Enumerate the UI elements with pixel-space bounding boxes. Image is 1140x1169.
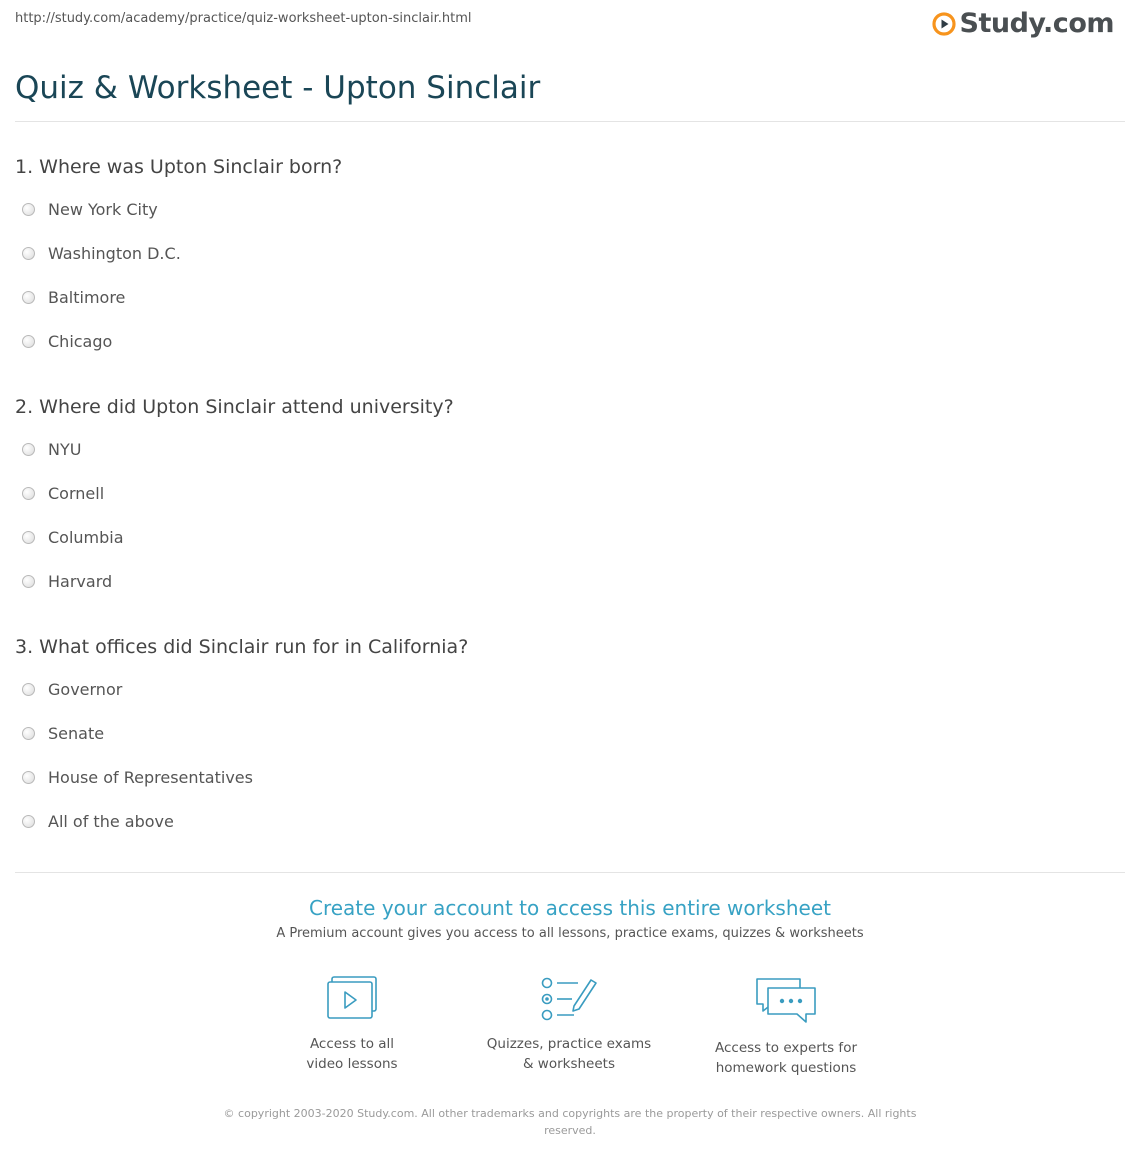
answer-option[interactable] [22,768,253,787]
question-1-heading: 1. Where was Upton Sinclair born? [15,156,343,178]
feature-label: Quizzes, practice exams & worksheets [486,1036,652,1072]
answer-option[interactable] [22,528,124,547]
cta-subtitle: A Premium account gives you access to all lessons, practice exams, quizzes & worksheets [276,926,864,941]
option-label: Harvard [48,572,113,591]
answer-option[interactable] [22,572,112,591]
radio-button[interactable] [22,683,35,696]
option-label: Columbia [48,528,124,547]
answer-option[interactable] [22,680,122,699]
radio-button[interactable] [22,203,35,216]
radio-button[interactable] [22,247,35,260]
radio-button[interactable] [22,443,35,456]
page-title: Quiz & Worksheet - Upton Sinclair [15,70,541,106]
question-2-heading: 2. Where did Upton Sinclair attend university? [15,396,454,418]
answer-option[interactable] [22,724,104,743]
answer-option[interactable] [22,440,81,459]
feature-label: Access to all video lessons [306,1036,398,1072]
option-label: Chicago [48,332,113,351]
feature-experts [696,976,876,1078]
quiz-checklist-icon [540,976,598,1022]
answer-option[interactable] [22,244,181,263]
answer-option[interactable] [22,812,174,831]
chat-bubbles-icon [754,976,818,1026]
radio-button[interactable] [22,531,35,544]
option-label: Cornell [48,484,105,503]
radio-button[interactable] [22,291,35,304]
question-3-heading: 3. What offices did Sinclair run for in California? [15,636,469,658]
radio-button[interactable] [22,771,35,784]
feature-label: Access to experts for homework questions [714,1040,857,1076]
quiz-divider [15,872,1125,873]
answer-option[interactable] [22,288,125,307]
answer-option[interactable] [22,332,112,351]
radio-button[interactable] [22,575,35,588]
title-divider [15,121,1125,122]
option-label: Baltimore [48,288,126,307]
radio-button[interactable] [22,815,35,828]
option-label: NYU [48,440,82,459]
logo-text: Study.com [959,8,1114,39]
option-label: Governor [48,680,123,699]
option-label: Washington D.C. [48,244,181,263]
copyright: © copyright 2003-2020 Study.com. All other trademarks and copyrights are the property of their respective owners. All rights reserved. [223,1107,917,1137]
study-logo-icon [932,12,956,36]
option-label: Senate [48,724,105,743]
video-lessons-icon [326,976,378,1022]
radio-button[interactable] [22,335,35,348]
option-label: House of Representatives [48,768,253,787]
feature-quizzes [479,976,659,1074]
page-url: http://study.com/academy/practice/quiz-worksheet-upton-sinclair.html [15,11,472,26]
create-account-link[interactable]: Create your account to access this entire worksheet [309,896,831,920]
option-label: All of the above [48,812,174,831]
study-logo[interactable] [932,8,1114,39]
feature-video-lessons [262,976,442,1074]
radio-button[interactable] [22,727,35,740]
radio-button[interactable] [22,487,35,500]
answer-option[interactable] [22,484,104,503]
answer-option[interactable] [22,200,158,219]
option-label: New York City [48,200,158,219]
